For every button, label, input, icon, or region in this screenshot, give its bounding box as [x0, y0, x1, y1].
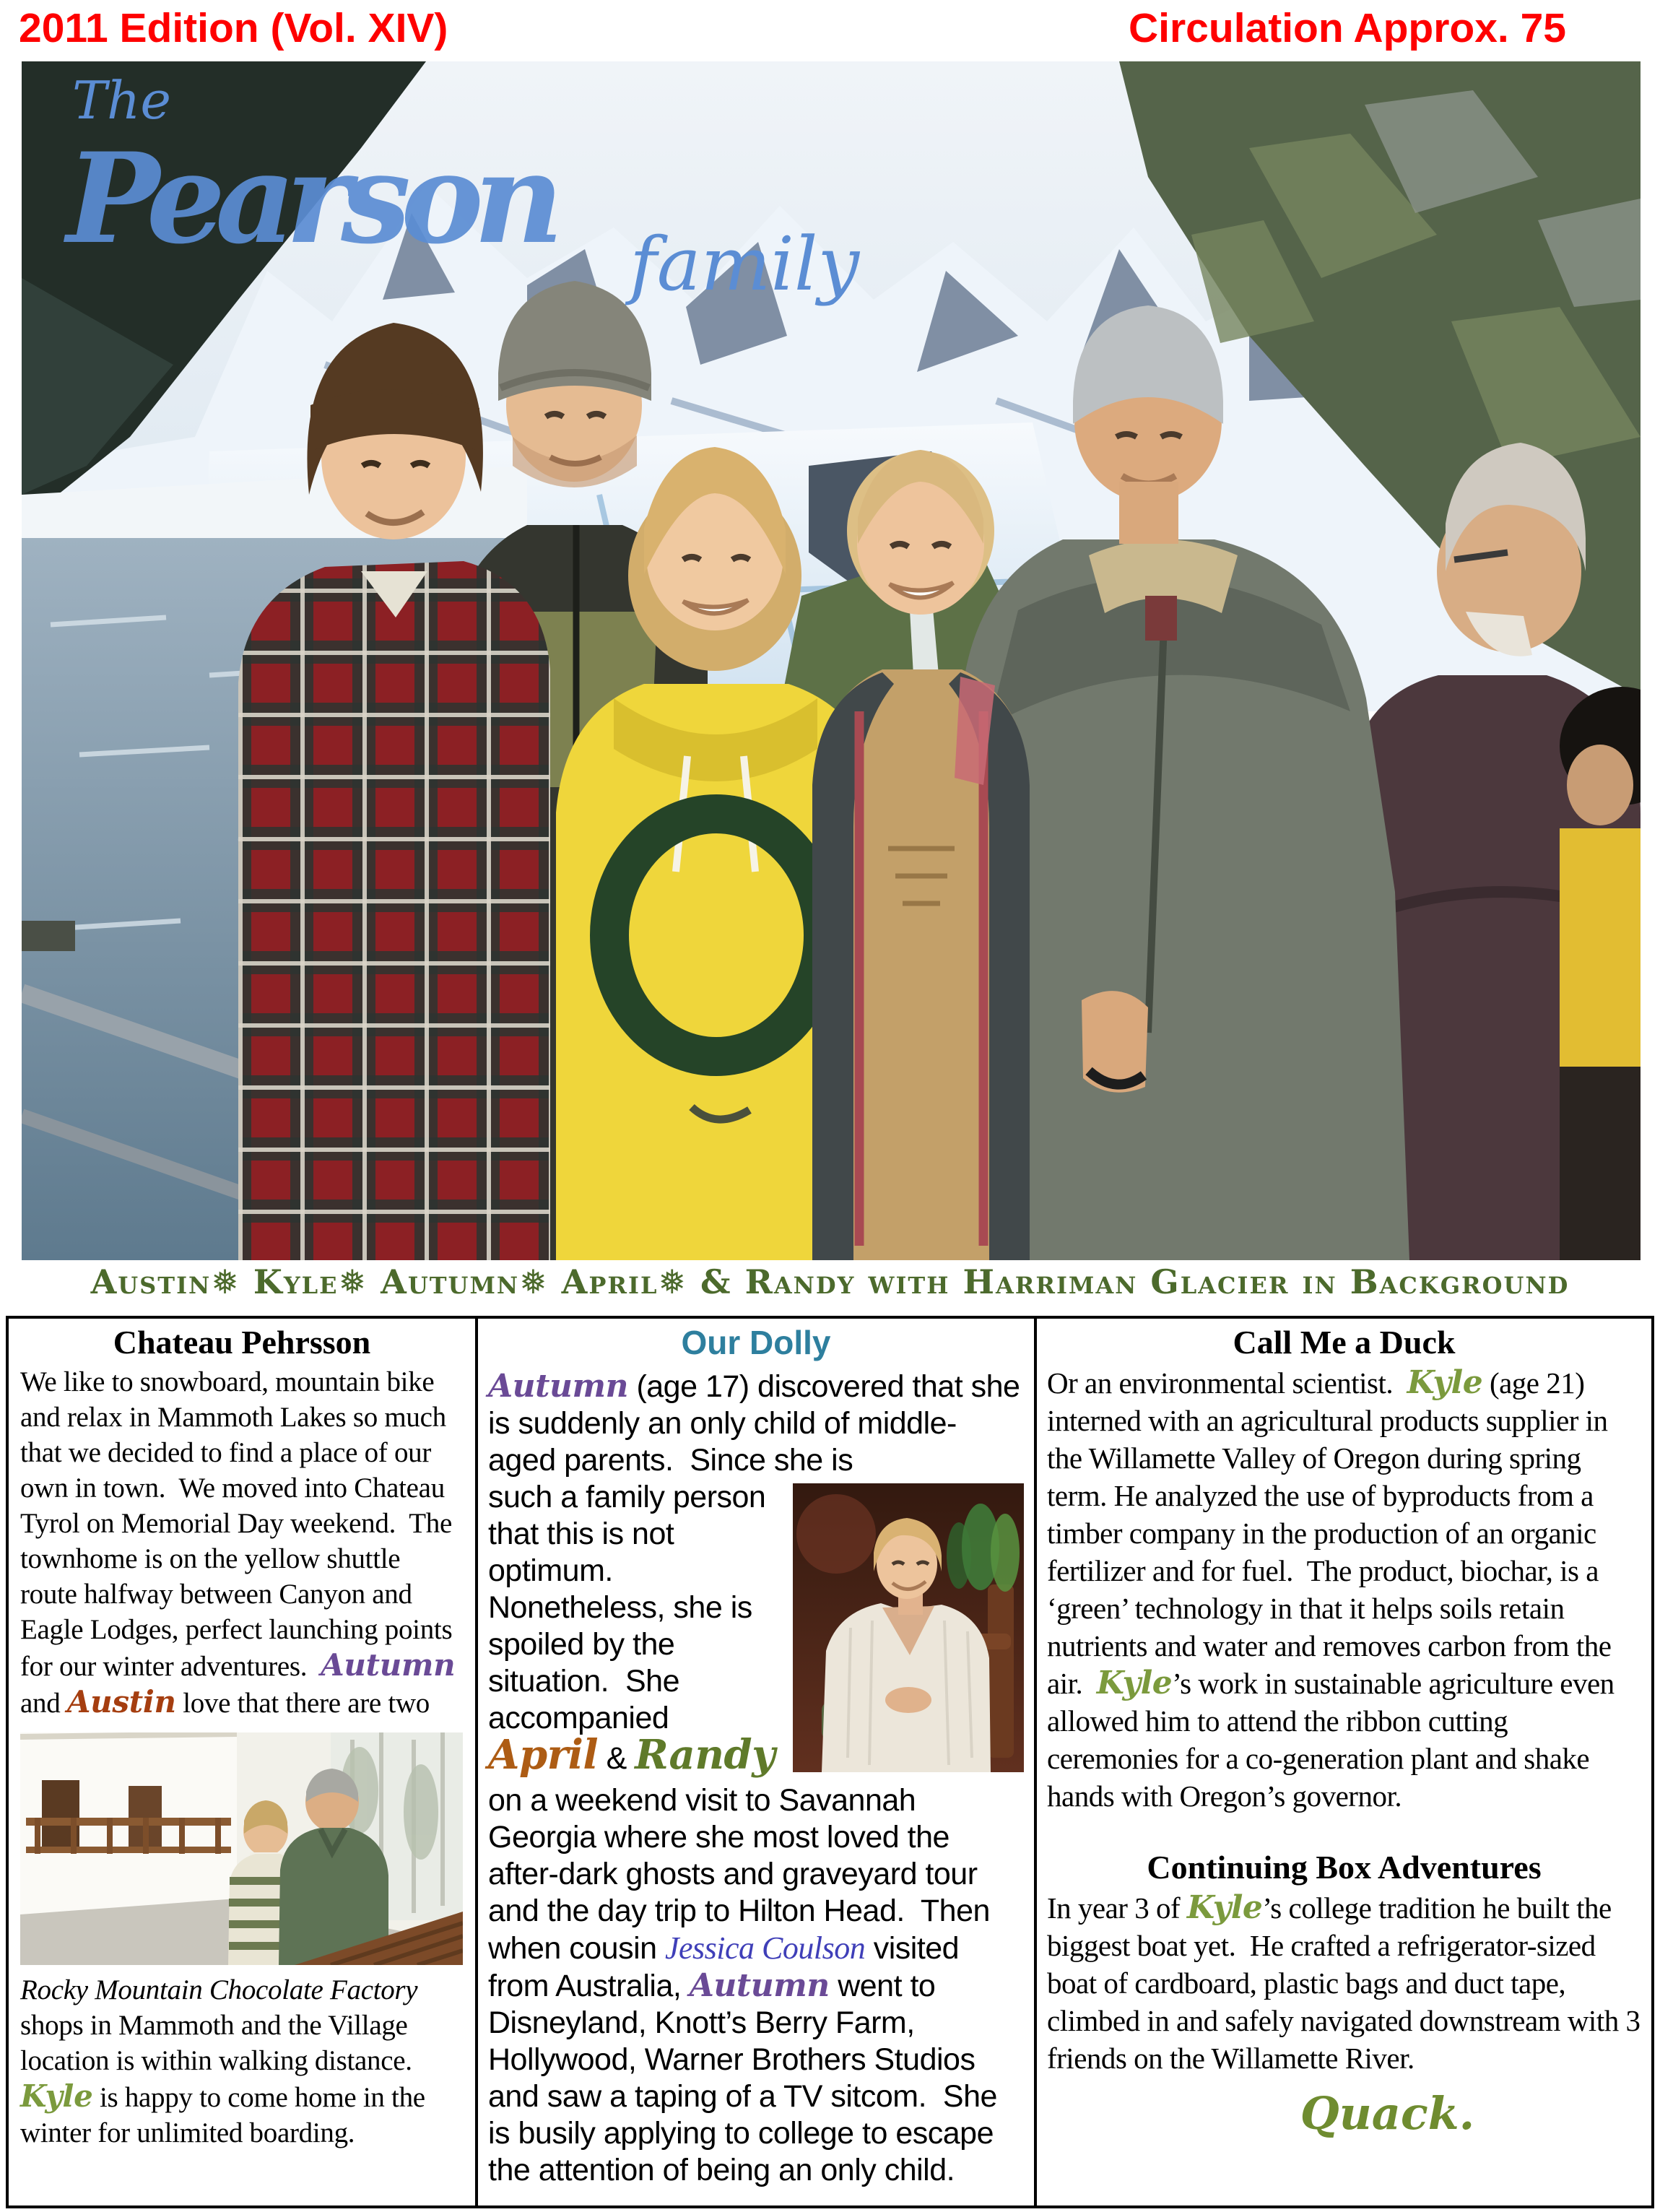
dolly-paragraph-2	[488, 1479, 1024, 1777]
chateau-paragraph-2	[20, 1972, 464, 2151]
duck-paragraph	[1047, 1364, 1641, 1815]
articles-section	[6, 1316, 1654, 2208]
column-chateau	[9, 1319, 478, 2206]
name-autumn: Autumn	[321, 1647, 456, 1683]
chateau-heading: Chateau Pehrsson	[113, 1324, 371, 1361]
box-text-1: In year 3 of	[1047, 1891, 1187, 1925]
name-kyle: Kyle	[1186, 1889, 1263, 1926]
dolly-paragraph-1	[488, 1368, 1028, 1479]
chateau-photo-illustration	[20, 1732, 463, 1965]
family-photo-illustration	[22, 61, 1641, 1260]
rocky-mountain-text: Rocky Mountain Chocolate Factory	[20, 1974, 418, 2005]
name-austin: Austin	[66, 1684, 176, 1719]
dolly-text-3: &	[598, 1741, 635, 1776]
box-adventures-heading: Continuing Box Adventures	[1147, 1849, 1542, 1886]
autumn-photo-illustration	[793, 1483, 1024, 1772]
autumn-photo	[793, 1483, 1024, 1772]
dolly-paragraph-3	[488, 1782, 1024, 2189]
dolly-text-1: (age 17) discovered that she is suddenly an only child of middle-aged parents. Since she is	[488, 1369, 1028, 1478]
chateau-text-2: and	[20, 1651, 462, 1719]
photo-caption: Austin❅ Kyle❅ Autumn❅ April❅ & Randy with Harriman Glacier in Background	[90, 1262, 1570, 1301]
dolly-text-4: on a weekend visit to Savannah Georgia where she most loved the after-dark ghosts and graveyard tour and the day trip to Hilton Head. Then when cousin	[488, 1783, 999, 1966]
name-kyle: Kyle	[1096, 1665, 1173, 1701]
name-randy: Randy	[635, 1731, 775, 1779]
quack-signature: Quack.	[1300, 2087, 1475, 2140]
box-adventures-paragraph	[1047, 1889, 1648, 2077]
duck-text-1: Or an environmental scientist.	[1047, 1366, 1407, 1400]
masthead-the: The	[72, 70, 172, 131]
name-jessica-coulson: Jessica Coulson	[665, 1930, 866, 1966]
masthead-family-word: family	[630, 222, 860, 308]
duck-text-3: ’s work in sustainable agriculture even allowed him to attend the ribbon cutting ceremonies for a co-generation plant and shake hands with Oregon’s governor.	[1047, 1667, 1622, 1813]
family-photo	[22, 61, 1641, 1260]
chateau-paragraph	[20, 1364, 464, 1721]
box-text-2: ’s college tradition he built the biggest boat yet. He crafted a refrigerator-sized boat of cardboard, plastic bags and duct tape, climbed in and safely navigated downstream with 3 friends on the Willamette River.	[1047, 1891, 1648, 2075]
column-duck	[1037, 1319, 1651, 2206]
dolly-text-2: such a family person that this is not optimum. Nonetheless, she is spoiled by the situation. She accompanied	[488, 1480, 774, 1735]
edition-label: 2011 Edition (Vol. XIV)	[19, 5, 448, 51]
chateau-photo	[20, 1732, 463, 1965]
duck-text-2: (age 21) interned with an agricultural products supplier in the Willamette Valley of Oregon during spring term. He analyzed the use of byproducts from a timber company in the production of an organic fertilizer and for fuel. The product, biochar, is a ‘green’ technology in that it helps soils retain nutrients and water and removes carbon from the air.	[1047, 1366, 1619, 1700]
masthead-family-name: Pearson	[66, 125, 554, 272]
name-autumn: Autumn	[488, 1368, 628, 1405]
chateau-text-5: is happy to come home in the winter for unlimited boarding.	[20, 2082, 433, 2148]
chateau-text-3: love that there are two	[175, 1688, 430, 1719]
name-kyle: Kyle	[1407, 1364, 1483, 1401]
name-kyle: Kyle	[20, 2078, 93, 2114]
duck-heading: Call Me a Duck	[1233, 1324, 1456, 1361]
dolly-text-5: visited from Australia,	[488, 1931, 968, 2003]
column-dolly	[478, 1319, 1037, 2206]
circulation-label: Circulation Approx. 75	[1129, 5, 1566, 51]
dolly-text-6: went to Disneyland, Knott’s Berry Farm, Hollywood, Warner Brothers Studios and saw a taping of a TV sitcom. She is busily applying to college to escape the attention of being an only child.	[488, 1969, 1006, 2187]
name-april: April	[488, 1731, 599, 1779]
chateau-text-4: shops in Mammoth and the Village location is within walking distance.	[20, 1974, 425, 2076]
dolly-heading: Our Dolly	[681, 1324, 831, 1361]
name-autumn: Autumn	[689, 1967, 830, 2004]
chateau-text-1: We like to snowboard, mountain bike and relax in Mammoth Lakes so much that we decided to find a place of our own in town. We moved into Chateau Tyrol on Memorial Day weekend. The townhome is on the yellow shuttle route halfway between Canyon and Eagle Lodges, perfect launching points for our winter adventures.	[20, 1366, 459, 1682]
